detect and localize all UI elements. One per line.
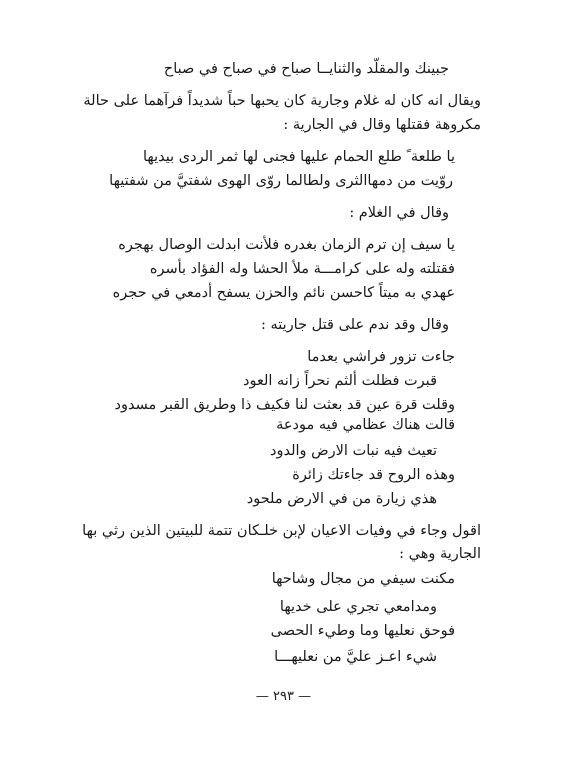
text-line: اقول وجاء في وفيات الاعيان لإبن خلـكان تتمة للبيتين الذين رثي بها <box>82 523 481 539</box>
text-line: مكنت سيفي من مجال وشاحها <box>271 571 455 587</box>
text-line: ويقال انه كان له غلام وجارية كان يحبها حباً شديداً فرآهما على حالة <box>83 93 481 109</box>
text-line: ومدامعي تجري على خديها <box>279 599 437 615</box>
text-line: وقال وقد ندم على قتل جاريته : <box>261 317 449 333</box>
text-line: وقال في الغلام : <box>349 205 449 221</box>
text-line: وقلت قرة عين قد بعثت لنا فكيف ذا وطريق القبر مسدود <box>114 397 455 413</box>
text-line: يا طلعة ً طلع الحمام عليها فجنى لها ثمر الردى بيديها <box>143 149 455 165</box>
text-line: قالت هناك عظامي فيه مودعة <box>276 417 455 433</box>
text-line: وهذه الروح قد جاءتك زائرة <box>292 467 455 483</box>
page-number: — ٢٩٣ — <box>255 689 312 704</box>
text-line: شيء اعـز عليَّ من نعليهـــا <box>274 649 437 665</box>
text-line: جبينك والمقلّد والثنايــا صباح في صباح في صباح <box>163 61 449 77</box>
text-line: تعيث فيه نبات الارض والدود <box>270 443 437 459</box>
text-line: مكروهة فقتلها وقال في الجارية : <box>283 117 481 133</box>
text-line: جاءت تزور فراشي بعدما <box>307 349 455 365</box>
text-line: عهدي به ميتاً كاحسن نائم والحزن يسفح أدمعي في حجره <box>112 285 455 301</box>
text-line: يا سيف إن ترم الزمان بغدره فلأنت ابدلت الوصال بهجره <box>118 237 455 253</box>
text-line: الجارية وهي : <box>399 546 481 562</box>
text-line: فقتلته وله على كرامـــة ملأ الحشا وله الفؤاد بأسره <box>149 261 455 277</box>
text-line: هذي زيارة من في الارض ملحود <box>246 491 437 507</box>
text-line: روّيت من دمهاالثرى ولطالما روّى الهوى شفتيَّ من شفتيها <box>109 173 453 189</box>
text-line: فوحق نعليها وما وطيء الحصى <box>270 623 455 639</box>
text-line: قبرت فظلت ألثم نحراً زانه العود <box>243 373 437 389</box>
